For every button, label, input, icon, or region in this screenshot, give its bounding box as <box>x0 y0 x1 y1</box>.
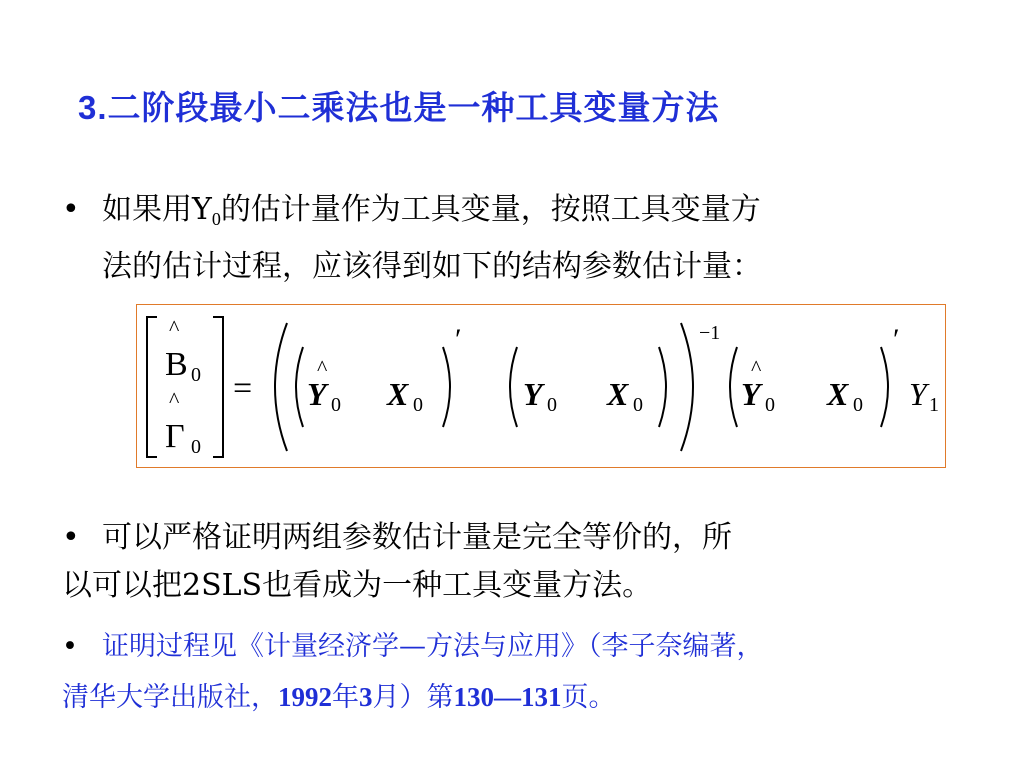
sub-b: 0 <box>547 394 557 416</box>
x-0-c: X <box>827 376 849 412</box>
p3-pages: 130—131 <box>453 682 562 712</box>
p1-subscript: 0 <box>211 209 221 229</box>
structural-estimator-formula <box>136 304 946 468</box>
paragraph-instrument-estimation <box>62 186 982 291</box>
formula-svg <box>137 305 947 469</box>
x-0-b: X <box>607 376 629 412</box>
lhs-vector <box>147 315 223 458</box>
title-number: 3. <box>78 89 108 126</box>
lhs-gamma-sub: 0 <box>191 436 201 458</box>
paren-l2 <box>510 347 517 427</box>
hat-c: ^ <box>751 355 762 380</box>
paren-l3 <box>730 347 737 427</box>
inverse-exponent: −1 <box>699 322 721 344</box>
p1-line2: 法的估计过程，应该得到如下的结构参数估计量： <box>102 249 762 284</box>
p2-line1: 可以严格证明两组参数估计量是完全等价的，所 <box>102 520 732 555</box>
sub-c: 0 <box>765 394 775 416</box>
lhs-beta: B <box>165 346 188 383</box>
outer-right-paren <box>681 323 693 451</box>
bullet: • <box>62 631 78 662</box>
p3-line2: 清华大学出版社，1992年3月）第130—131页。 <box>62 682 616 713</box>
y-1: Y <box>909 376 927 412</box>
title-text: 二阶段最小二乘法也是一种工具变量方法 <box>107 88 720 127</box>
y-hat-0-c: Y <box>741 376 761 412</box>
paren-r1 <box>443 347 450 427</box>
y-hat-0-a: Y <box>307 376 327 412</box>
y-0-b: Y <box>523 376 543 412</box>
equals-sign: = <box>233 370 253 407</box>
lhs-gamma-hat: ^ <box>169 387 180 412</box>
prime-1: ′ <box>455 323 462 356</box>
p3-line1: 证明过程见《计量经济学—方法与应用》（李子奈编著， <box>102 631 764 662</box>
hat-a: ^ <box>317 355 328 380</box>
slide-title <box>78 82 978 129</box>
lhs-beta-sub: 0 <box>191 364 201 386</box>
p1-line1-pre: 如果用Y <box>102 192 212 227</box>
p1-line1-post: 的估计量作为工具变量，按照工具变量方 <box>220 192 761 227</box>
paren-l1 <box>296 347 303 427</box>
p2-line2: 以可以把2SLS也看成为一种工具变量方法。 <box>62 568 653 603</box>
sub-a: 0 <box>331 394 341 416</box>
lhs-beta-hat: ^ <box>169 315 180 340</box>
lhs-gamma: Γ <box>165 418 185 455</box>
outer-left-paren <box>275 323 287 451</box>
bullet: • <box>62 520 80 555</box>
prime-3: ′ <box>893 323 900 356</box>
paren-r2 <box>659 347 666 427</box>
paren-r3 <box>881 347 888 427</box>
paragraph-equivalence <box>62 514 992 610</box>
sub-y1: 1 <box>929 394 939 416</box>
x-0-a: X <box>387 376 409 412</box>
p3-month: 3 <box>359 682 373 712</box>
paragraph-reference <box>62 622 992 723</box>
sub-x-c: 0 <box>853 394 863 416</box>
sub-x-b: 0 <box>633 394 643 416</box>
sub-x-a: 0 <box>413 394 423 416</box>
p3-year: 1992 <box>278 682 332 712</box>
bullet: • <box>62 192 80 227</box>
